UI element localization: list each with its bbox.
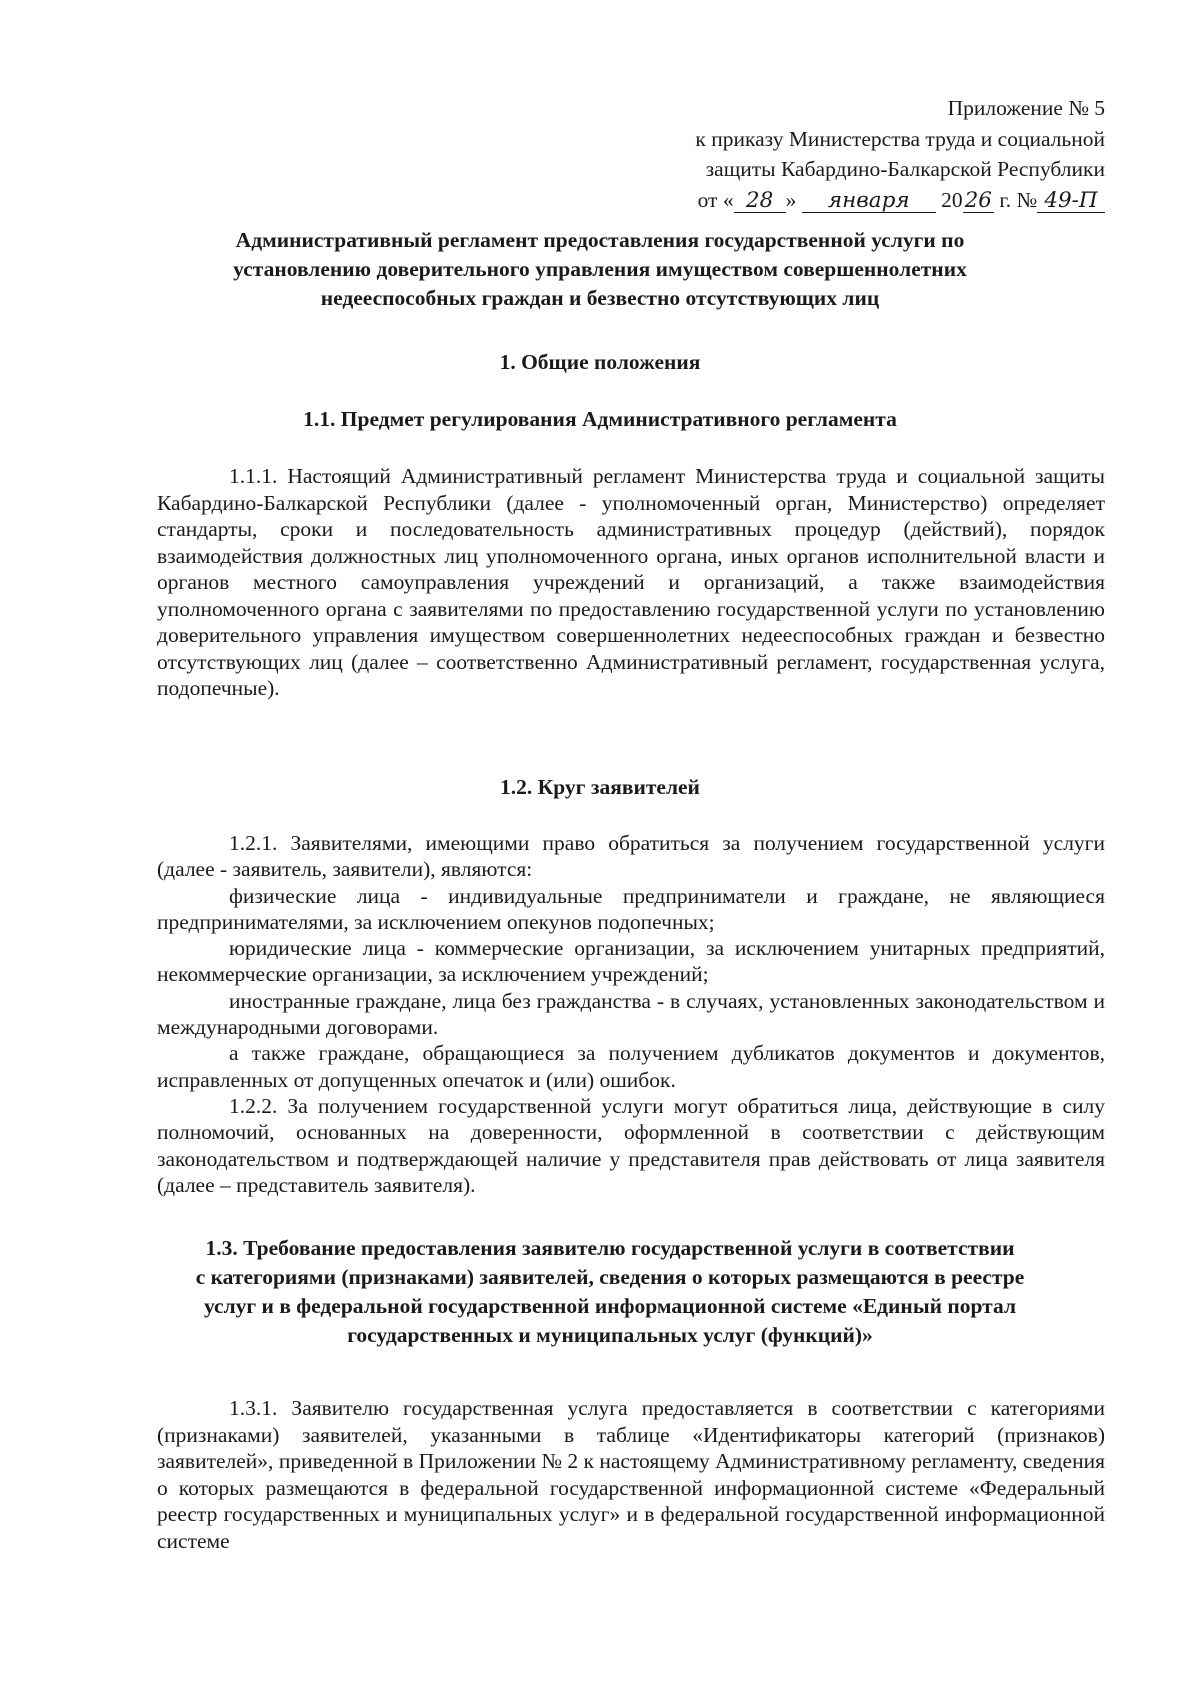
paragraph-1-3-1: 1.3.1. Заявителю государственная услуга предоставляется в соответствии с категориями (признаками) заявителей, указанными в таблице «Идентификаторы категорий (признаков) заявителей», приведенной в Приложении № 2 к настоящему Административному регламенту, сведения о которых размещаются в федеральной государственной информационной системе «Федеральный реестр государственных и муниципальных услуг» и в федеральной государственной информационной системе — [157, 1396, 1105, 1553]
applicant-legal-entities: юридические лица - коммерческие организации, за исключением унитарных предприятий, некоммерческие организации, за исключением учреждений; — [157, 936, 1105, 987]
order-reference: к приказу Министерства труда и социальной — [695, 126, 1105, 151]
appendix-header — [600, 93, 1105, 215]
order-date-line — [600, 185, 1105, 216]
section-1-3-line-1: 1.3. Требование предоставления заявителю государственной услуги в соответствии — [205, 1236, 1015, 1260]
ministry-name: защиты Кабардино-Балкарской Республики — [705, 157, 1105, 181]
section-1-3-heading — [150, 1234, 1070, 1350]
year-prefix: 20 — [941, 187, 963, 212]
applicants-list — [157, 830, 1105, 1198]
title-line-3: недееспособных граждан и безвестно отсутствующих лиц — [320, 286, 880, 310]
section-1-1-heading: 1.1. Предмет регулирования Административного регламента — [303, 407, 897, 431]
paragraph-1-1-1: 1.1.1. Настоящий Административный регламент Министерства труда и социальной защиты Кабардино-Балкарской Республики (далее - уполномоченный орган, Министерство) определяет стандарты, сроки и последовательность административных процедур (действий), порядок взаимодействия должностных лиц уполномоченного органа, иных органов исполнительной власти и органов местного самоуправления учреждений и организаций, а также взаимодействия уполномоченного органа с заявителями по предоставлению государственной услуги по установлению доверительного управления имуществом совершеннолетних недееспособных граждан и безвестно отсутствующих лиц (далее – соответственно Административный регламент, государственная услуга, подопечные). — [157, 464, 1105, 700]
section-1-3-line-4: государственных и муниципальных услуг (функций)» — [347, 1323, 873, 1347]
title-line-1: Административный регламент предоставления государственной услуги по — [235, 228, 965, 252]
section-1-3-line-3: услуг и в федеральной государственной информационной системе «Единый портал — [203, 1294, 1017, 1318]
section-1-heading: 1. Общие положения — [499, 350, 701, 374]
paragraph-1-2-1: 1.2.1. Заявителями, имеющими право обратиться за получением государственной услуги (далее - заявитель, заявители), являются: — [157, 831, 1105, 882]
date-mid: » — [785, 187, 797, 212]
date-prefix: от « — [697, 187, 734, 212]
number-label: г. № — [999, 187, 1037, 212]
appendix-number: Приложение № 5 — [947, 96, 1105, 120]
applicant-individuals: физические лица - индивидуальные предприниматели и граждане, не являющиеся предпринимателями, за исключением опекунов подопечных; — [157, 883, 1105, 934]
document-title — [150, 226, 1050, 313]
handwritten-day: 28 — [734, 190, 786, 213]
section-1-2-heading: 1.2. Круг заявителей — [500, 775, 700, 799]
title-line-2: установлению доверительного управления имуществом совершеннолетних — [233, 257, 967, 281]
handwritten-month: января — [802, 190, 936, 213]
applicant-duplicates: а также граждане, обращающиеся за получением дубликатов документов и документов, исправленных от допущенных опечаток и (или) ошибок. — [157, 1041, 1105, 1092]
handwritten-order-number: 49-П — [1037, 190, 1105, 213]
handwritten-year: 26 — [964, 187, 992, 213]
applicant-foreign-citizens: иностранные граждане, лица без гражданства - в случаях, установленных законодательством и международными договорами. — [157, 988, 1105, 1040]
section-1-3-line-2: с категориями (признаками) заявителей, сведения о которых размещаются в реестре — [195, 1265, 1025, 1289]
paragraph-1-2-2: 1.2.2. За получением государственной услуги могут обратиться лица, действующие в силу полномочий, основанных на доверенности, оформленной в соответствии с действующим законодательством и подтверждающей наличие у представителя прав действовать от лица заявителя (далее – представитель заявителя). — [157, 1093, 1105, 1197]
